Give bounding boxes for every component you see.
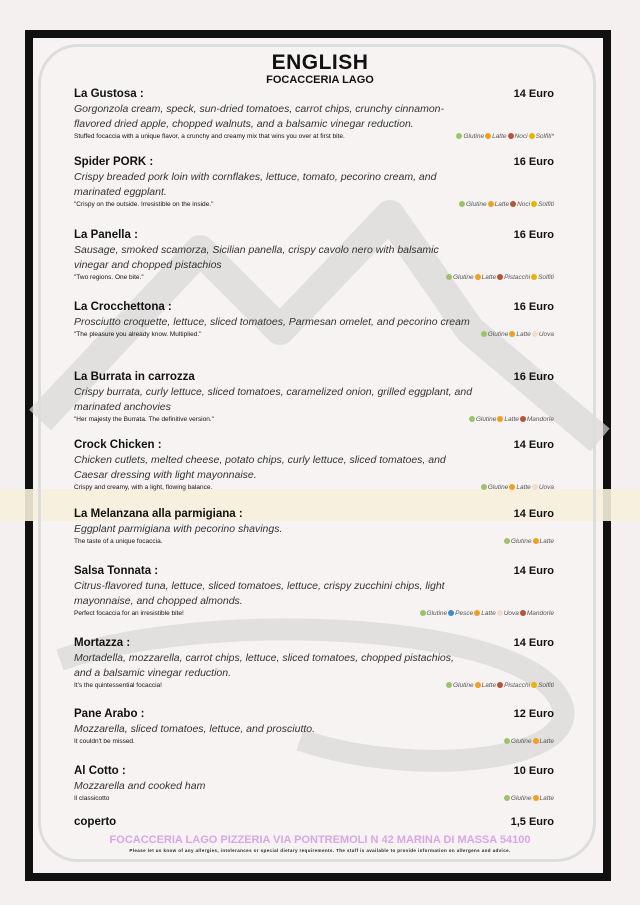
item-name: La Melanzana alla parmigiana : [74, 508, 243, 520]
latte-icon [509, 484, 515, 490]
allergen-label: Noci [514, 133, 528, 140]
item-tagline-row [74, 200, 554, 210]
allergen-label: Glutine [426, 610, 448, 617]
allergen-label: Mandorle [526, 416, 554, 423]
uova-icon [497, 610, 503, 616]
latte-icon [533, 738, 539, 744]
allergen-label: Latte [481, 610, 496, 617]
allergen-label: Latte [516, 484, 531, 491]
glutine-icon [456, 133, 462, 139]
item-name: La Gustosa : [74, 88, 144, 100]
allergen-label: Pistacchi [504, 274, 531, 281]
item-name: coperto [74, 816, 117, 828]
allergen-label: Pistacchi [504, 682, 531, 689]
item-price: 14 Euro [513, 565, 554, 577]
latte-icon [497, 416, 503, 422]
item-description: Gorgonzola cream, speck, sun-dried tomatoes, carrot chips, crunchy cinnamon-flavored dried apple, chopped walnuts, and a balsamic vinegar reduction. [74, 103, 444, 130]
item-price: 14 Euro [513, 88, 554, 100]
noci-icon [497, 274, 503, 280]
item-tagline-row [74, 132, 554, 142]
item-name: Pane Arabo : [74, 708, 145, 720]
item-description: Mortadella, mozzarella, carrot chips, lettuce, sliced tomatoes, chopped pistachios, and a balsamic vinegar reduction. [74, 652, 454, 679]
allergen-label: Solfiti [538, 274, 554, 281]
item-tagline-row [74, 273, 554, 283]
allergen-label: Latte [539, 538, 554, 545]
item-description: Mozzarella, sliced tomatoes, lettuce, and prosciutto. [74, 723, 316, 735]
allergen-list [445, 681, 554, 691]
item-price: 16 Euro [513, 156, 554, 168]
item-tagline: Perfect focaccia for an irresistible bite! [74, 610, 184, 617]
item-tagline: Crispy and creamy, with a light, flowing balance. [74, 484, 213, 491]
allergen-label: Glutine [463, 133, 485, 140]
item-price: 16 Euro [513, 229, 554, 241]
allergen-list [503, 794, 554, 804]
item-tagline-row [74, 681, 554, 691]
item-name: Al Cotto : [74, 765, 126, 777]
item-tagline: "Her majesty the Burrata. The definitive version." [74, 416, 214, 423]
menu-item [74, 707, 554, 747]
item-name: La Panella : [74, 229, 138, 241]
item-description: Sausage, smoked scamorza, Sicilian panella, crispy cavolo nero with balsamic vinegar and chopped pistachios [74, 244, 439, 271]
allergen-label: Glutine [453, 682, 474, 689]
pesce-icon [448, 610, 454, 616]
item-tagline-row [74, 483, 554, 493]
footer-address: FOCACCERIA LAGO PIZZERIA VIA PONTREMOLI N 42 MARINA DI MASSA 54100 [109, 834, 531, 846]
solfiti-icon [531, 274, 537, 280]
noci-icon [508, 133, 514, 139]
allergen-label: Glutine [475, 416, 497, 423]
allergen-label: Latte [492, 133, 507, 140]
item-description: Crispy breaded pork loin with cornflakes, lettuce, tomato, pecorino cream, and marinated eggplant. [74, 171, 437, 198]
glutine-icon [420, 610, 426, 616]
item-tagline: It's the quintessential focaccia! [74, 682, 162, 689]
item-price: 16 Euro [513, 371, 554, 383]
allergen-label: Uova [538, 484, 554, 491]
item-price: 14 Euro [513, 637, 554, 649]
item-description: Crispy burrata, curly lettuce, sliced tomatoes, caramelized onion, grilled eggplant, and marinated anchovies [74, 386, 473, 413]
allergen-label: Pesce [455, 610, 474, 617]
glutine-icon [504, 795, 510, 801]
item-description: Citrus-flavored tuna, lettuce, sliced tomatoes, lettuce, crispy zucchini chips, light mayonnaise, and chopped almonds. [74, 580, 445, 607]
allergen-label: Solfiti [538, 201, 554, 208]
menu-item [74, 87, 554, 142]
allergen-label: Latte [481, 682, 497, 689]
item-tagline-row [74, 794, 554, 804]
latte-icon [488, 201, 494, 207]
solfiti-icon [531, 201, 537, 207]
item-tagline: Il classicotto [74, 795, 110, 802]
allergen-label: Uova [538, 331, 554, 338]
item-description: Chicken cutlets, melted cheese, potato chips, curly lettuce, sliced tomatoes, and Caesar dressing with light mayonnaise. [74, 454, 446, 481]
allergen-label: Glutine [487, 331, 509, 338]
item-name: La Burrata in carrozza [74, 371, 195, 383]
item-description: Eggplant parmigiana with pecorino shavings. [74, 523, 283, 535]
menu-item [74, 438, 554, 493]
item-name: Crock Chicken : [74, 439, 162, 451]
menu-item [74, 764, 554, 804]
menu-item [74, 815, 554, 830]
menu-item [74, 228, 554, 283]
allergen-list [480, 330, 554, 340]
item-tagline-row [74, 737, 554, 747]
allergen-label: Solfiti* [535, 133, 554, 140]
menu-item [74, 564, 554, 619]
allergen-label: Glutine [487, 484, 509, 491]
noci-icon [497, 682, 503, 688]
latte-icon [475, 274, 481, 280]
latte-icon [533, 795, 539, 801]
allergen-label: Uova [503, 610, 519, 617]
latte-icon [475, 682, 481, 688]
allergen-list [455, 132, 554, 142]
solfiti-icon [531, 682, 537, 688]
latte-icon [509, 331, 515, 337]
allergen-label: Latte [504, 416, 519, 423]
item-name: La Crocchettona : [74, 301, 172, 313]
glutine-icon [481, 331, 487, 337]
allergen-label: Latte [481, 274, 497, 281]
item-tagline: "The pleasure you already know. Multiplied." [74, 331, 202, 338]
allergen-label: Glutine [510, 538, 532, 545]
glutine-icon [446, 274, 452, 280]
uova-icon [532, 331, 538, 337]
menu-item [74, 300, 554, 340]
item-price: 14 Euro [513, 439, 554, 451]
item-tagline-row [74, 415, 554, 425]
glutine-icon [504, 538, 510, 544]
glutine-icon [481, 484, 487, 490]
allergen-label: Noci [517, 201, 531, 208]
item-tagline: "Two regions. One bite." [74, 274, 144, 281]
allergen-label: Latte [539, 738, 554, 745]
allergen-list [458, 200, 554, 210]
item-price: 14 Euro [513, 508, 554, 520]
allergen-label: Latte [494, 201, 510, 208]
page-subtitle: FOCACCERIA LAGO [266, 74, 374, 86]
item-price: 12 Euro [513, 708, 554, 720]
menu-item [74, 636, 554, 691]
latte-icon [474, 610, 480, 616]
item-name: Salsa Tonnata : [74, 565, 159, 577]
allergen-label: Glutine [510, 795, 532, 802]
item-price: 10 Euro [513, 765, 554, 777]
allergen-label: Solfiti [538, 682, 554, 689]
noci-icon [520, 416, 526, 422]
glutine-icon [459, 201, 465, 207]
glutine-icon [469, 416, 475, 422]
allergen-label: Latte [539, 795, 554, 802]
allergen-label: Latte [516, 331, 531, 338]
allergen-label: Glutine [466, 201, 487, 208]
allergen-label: Glutine [453, 274, 474, 281]
uova-icon [532, 484, 538, 490]
glutine-icon [446, 682, 452, 688]
allergen-list [480, 483, 554, 493]
item-tagline-row [74, 609, 554, 619]
footer-disclaimer: Please let us know of any allergies, intolerances or special dietary requirements. The staff is available to provide information on allergens and advice. [129, 848, 511, 853]
item-name: Spider PORK : [74, 156, 154, 168]
allergen-list [445, 273, 554, 283]
allergen-list [419, 609, 554, 619]
noci-icon [520, 610, 526, 616]
menu-item [74, 155, 554, 210]
item-description: Prosciutto croquette, lettuce, sliced tomatoes, Parmesan omelet, and pecorino cream [74, 316, 470, 328]
latte-icon [533, 538, 539, 544]
item-price: 16 Euro [513, 301, 554, 313]
item-price: 1,5 Euro [510, 816, 554, 828]
allergen-label: Glutine [510, 738, 532, 745]
menu-item [74, 507, 554, 547]
glutine-icon [504, 738, 510, 744]
allergen-list [503, 537, 554, 547]
allergen-label: Mandorle [526, 610, 554, 617]
item-tagline: Stuffed focaccia with a unique flavor, a crunchy and creamy mix that wins you over at first bite. [74, 133, 345, 140]
allergen-list [503, 737, 554, 747]
item-tagline: It couldn't be missed. [74, 738, 135, 745]
allergen-list [468, 415, 554, 425]
page-title: ENGLISH [271, 51, 369, 74]
item-tagline-row [74, 330, 554, 340]
noci-icon [510, 201, 516, 207]
latte-icon [485, 133, 491, 139]
item-tagline: The taste of a unique focaccia. [74, 538, 163, 545]
item-tagline-row [74, 537, 554, 547]
item-name: Mortazza : [74, 637, 131, 649]
item-description: Mozzarella and cooked ham [74, 780, 206, 792]
solfiti-icon [529, 133, 535, 139]
menu-item [74, 370, 554, 425]
item-tagline: "Crispy on the outside. Irresistible on the inside." [74, 201, 214, 208]
